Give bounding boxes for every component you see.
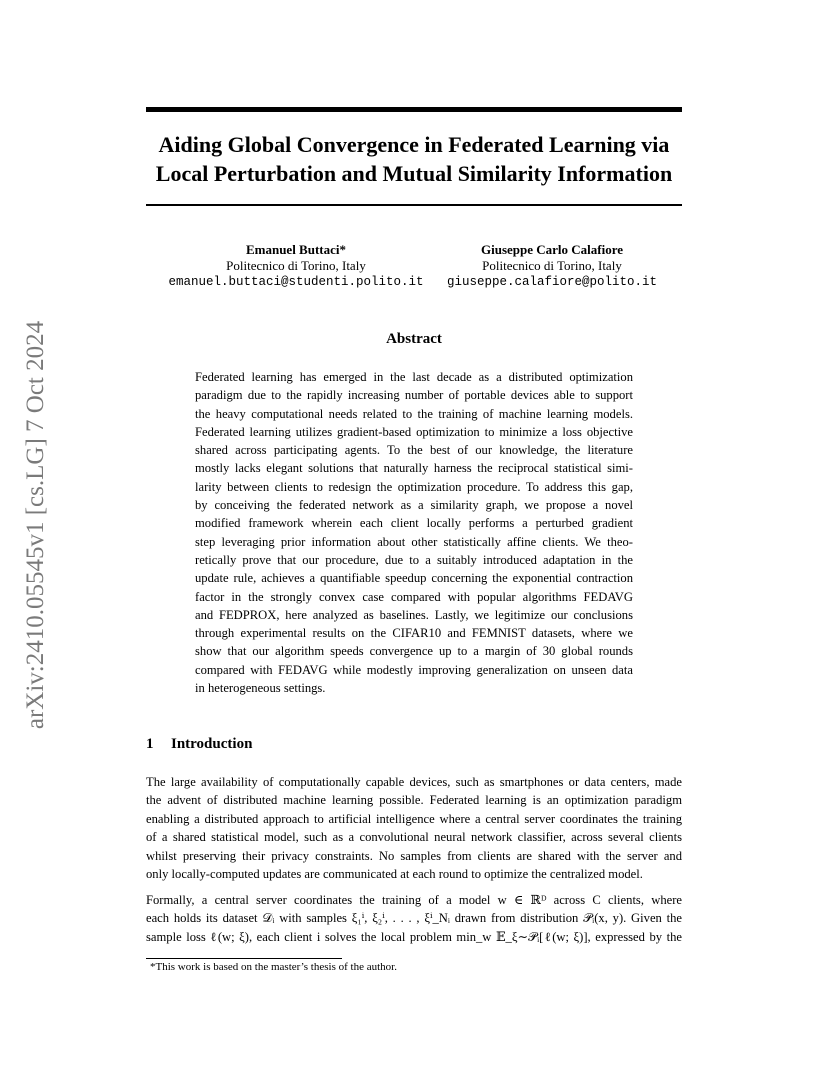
author-affiliation: Politecnico di Torino, Italy xyxy=(226,258,366,273)
abstract-line: and FEDPROX, here analyzed as baselines. Lastly, we legitimize our conclusions xyxy=(195,607,633,622)
abstract-line: show that our algorithm speeds convergence up to a margin of 30 global rounds xyxy=(195,644,633,659)
intro-paragraph-1 xyxy=(146,773,682,883)
abstract-line: mostly lacks elegant solutions that naturally harness the reciprocal statistical simi- xyxy=(195,461,633,476)
abstract-line: by conceiving the federated network as a similarity graph, we propose a novel xyxy=(195,498,633,513)
abstract-line: larity between clients to redesign the optimization procedure. To address this gap, xyxy=(195,479,633,494)
paragraph-line: The large availability of computationally capable devices, such as smartphones or data centers, made xyxy=(146,775,682,789)
paragraph-line: only locally-computed updates are communicated at each round to optimize the centralized model. xyxy=(146,866,643,881)
footnote: *This work is based on the master’s thesis of the author. xyxy=(150,961,397,973)
paragraph-line: each holds its dataset 𝒟ᵢ with samples ξ₁ⁱ, ξ₂ⁱ, . . . , ξⁱ_Nᵢ drawn from distribution 𝒫ᵢ(x, y). Given the xyxy=(146,911,682,926)
arxiv-identifier xyxy=(22,295,50,755)
title-line-2: Local Perturbation and Mutual Similarity Information xyxy=(155,161,673,186)
paragraph-line: Formally, a central server coordinates the training of a model w ∈ ℝᴰ across C clients, where xyxy=(146,893,682,907)
abstract-line: paradigm due to the rapidly increasing number of portable devices able to support xyxy=(195,388,633,403)
abstract-line: through experimental results on the CIFAR10 and FEMNIST datasets, where we xyxy=(195,626,633,641)
section-title: Introduction xyxy=(171,736,253,752)
author-block-2 xyxy=(440,242,664,290)
section-heading xyxy=(146,734,682,754)
author-affiliation: Politecnico di Torino, Italy xyxy=(482,258,622,273)
intro-paragraph-2 xyxy=(146,891,682,946)
abstract-line: update rule, achieves a quantifiable speedup concerning the exponential contraction xyxy=(195,571,633,586)
author-email: giuseppe.calafiore@polito.it xyxy=(446,275,658,289)
abstract-line: Federated learning has emerged in the last decade as a distributed optimization xyxy=(195,370,633,384)
author-name: Giuseppe Carlo Calafiore xyxy=(480,242,624,257)
abstract-line: the heavy computational needs related to the training of machine learning models. xyxy=(195,406,633,421)
abstract-line: shared across participating agents. To the best of our knowledge, the literature xyxy=(195,443,633,458)
abstract-line: modified framework wherein each client locally performs a perturbed gradient xyxy=(195,516,633,531)
author-block-1 xyxy=(168,242,424,290)
title-top-rule xyxy=(146,107,682,112)
author-name: Emanuel Buttaci* xyxy=(245,242,347,257)
abstract-line: in heterogeneous settings. xyxy=(195,681,326,696)
paragraph-line: the advent of distributed machine learning possible. Federated learning is an optimization paradigm xyxy=(146,793,682,808)
title-bottom-rule xyxy=(146,204,682,206)
abstract-line: step leveraging prior information about other statistically affine clients. We theo- xyxy=(195,534,633,549)
abstract-line: Federated learning utilizes gradient-based optimization to minimize a loss objective xyxy=(195,424,633,439)
footnote-rule xyxy=(146,958,342,959)
arxiv-identifier-text: arXiv:2410.05545v1 [cs.LG] 7 Oct 2024 xyxy=(22,320,49,730)
paragraph-line: sample loss ℓ(w; ξ), each client i solves the local problem min_w 𝔼_ξ∼𝒫ᵢ[ℓ(w; ξ)], expressed by the xyxy=(146,929,682,944)
abstract-body xyxy=(195,368,633,697)
abstract-line: compared with FEDAVG while modestly improving generalization on unseen data xyxy=(195,662,633,677)
abstract-line: retically prove that our procedure, due to a suitably introduced adaptation in the xyxy=(195,552,633,567)
paragraph-line: of a shared statistical model, such as a convolutional neural network classifier, across several clients xyxy=(146,830,682,845)
section-number: 1 xyxy=(146,736,154,752)
abstract-line: factor in the strongly convex case compared with popular algorithms FEDAVG xyxy=(195,589,633,604)
abstract-heading: Abstract xyxy=(386,331,442,347)
paper-title xyxy=(146,130,682,188)
title-line-1: Aiding Global Convergence in Federated Learning via xyxy=(158,132,670,157)
paragraph-line: enabling a distributed approach to artificial intelligence where a central server coordinates the training xyxy=(146,811,682,826)
author-email: emanuel.buttaci@studenti.polito.it xyxy=(168,275,424,289)
paragraph-line: whilst preserving their privacy constraints. No samples from clients are shared with the server and xyxy=(146,848,682,863)
